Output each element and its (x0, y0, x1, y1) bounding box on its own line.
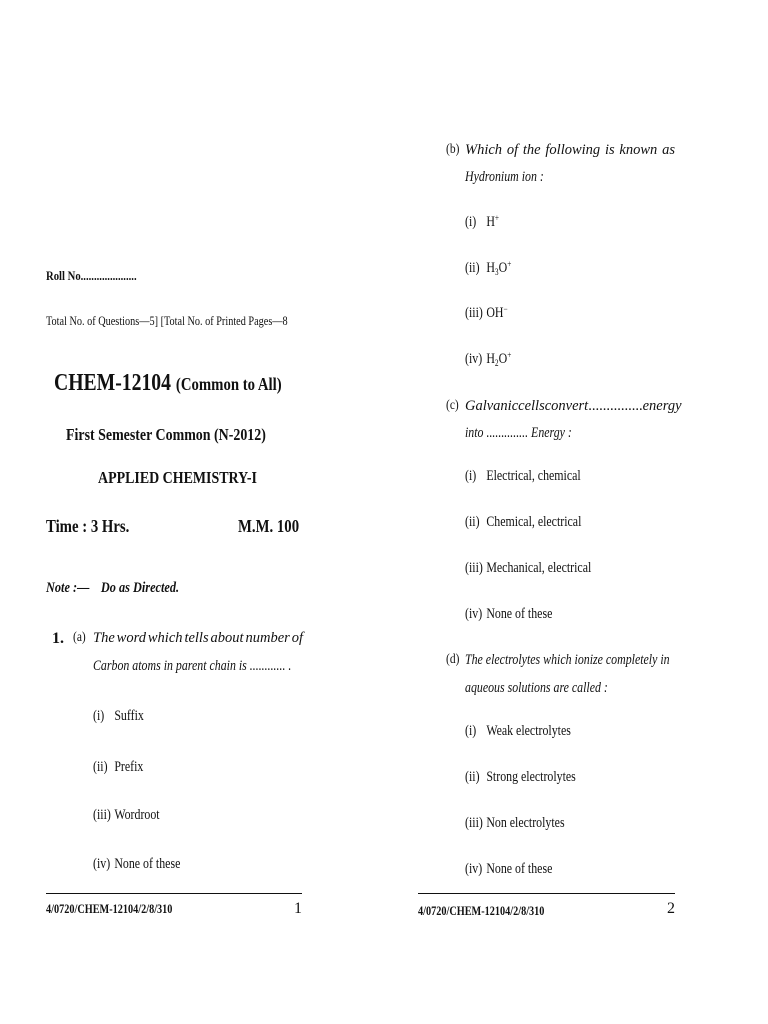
question-number: 1. (52, 630, 64, 647)
note-label: Note :— (46, 580, 90, 596)
option-1c-ii: (ii) Chemical, electrical (465, 514, 582, 530)
totals-line: Total No. of Questions—5] [Total No. of Printed Pages—8 (46, 314, 288, 328)
subject-title: APPLIED CHEMISTRY-I (98, 468, 257, 487)
option-1d-iii: (iii) Non electrolytes (465, 815, 565, 831)
question-1a-line-2: Carbon atoms in parent chain is ............ . (93, 658, 292, 674)
footer-rule (418, 893, 675, 894)
note-line (46, 580, 208, 597)
semester-line: First Semester Common (N-2012) (66, 425, 266, 444)
option-1b-i: (i) H+ (465, 213, 500, 230)
note-text: Do as Directed. (100, 580, 180, 596)
option-1d-iv: (iv) None of these (465, 861, 553, 877)
exam-page-2 (418, 0, 682, 1024)
roll-number-field: Roll No..................... (46, 268, 137, 283)
option-1c-iii: (iii) Mechanical, electrical (465, 560, 592, 576)
option-1d-ii: (ii) Strong electrolytes (465, 769, 576, 785)
question-1d-line-2: aqueous solutions are called : (465, 680, 608, 696)
exam-page-1 (46, 0, 304, 1024)
question-part-label: (c) (446, 398, 459, 413)
option-1a-i: (i) Suffix (93, 708, 144, 724)
question-1b-line-2: Hydronium ion : (465, 169, 544, 185)
question-1c-line-1: Galvanic cells convert ............... energy (465, 398, 682, 414)
footer-rule (46, 893, 302, 894)
option-1c-iv: (iv) None of these (465, 606, 553, 622)
max-marks: M.M. 100 (238, 516, 300, 536)
question-part-label: (d) (446, 652, 460, 667)
option-1b-iii: (iii) OH− (465, 304, 508, 321)
option-1b-iv: (iv) $H_2O^+$ (465, 350, 512, 368)
footer-code: 4/0720/CHEM-12104/2/8/310 (418, 904, 545, 918)
page-number: 2 (667, 900, 675, 917)
option-1a-iii: (iii) Wordroot (93, 807, 160, 823)
option-1a-ii: (ii) Prefix (93, 759, 144, 775)
page-number: 1 (294, 900, 302, 917)
question-1d-line-1: The electrolytes which ionize completely in (465, 652, 670, 668)
paper-code: CHEM-12104 (54, 370, 171, 396)
time-allowed: Time : 3 Hrs. (46, 516, 130, 536)
paper-common-label: (Common to All) (175, 374, 282, 394)
footer-code: 4/0720/CHEM-12104/2/8/310 (46, 902, 173, 916)
question-part-label: (b) (446, 142, 460, 157)
question-1a-line-1: The word which tells about number of (93, 630, 303, 646)
paper-title (54, 370, 332, 397)
option-1a-iv: (iv) None of these (93, 856, 181, 872)
question-part-label: (a) (73, 630, 86, 645)
question-1b-line-1: Which of the following is known as (465, 142, 675, 158)
option-1b-ii: (ii) $H_3O^+$ (465, 259, 512, 277)
option-1c-i: (i) Electrical, chemical (465, 468, 581, 484)
option-1d-i: (i) Weak electrolytes (465, 723, 571, 739)
question-1c-line-2: into .............. Energy : (465, 425, 572, 441)
